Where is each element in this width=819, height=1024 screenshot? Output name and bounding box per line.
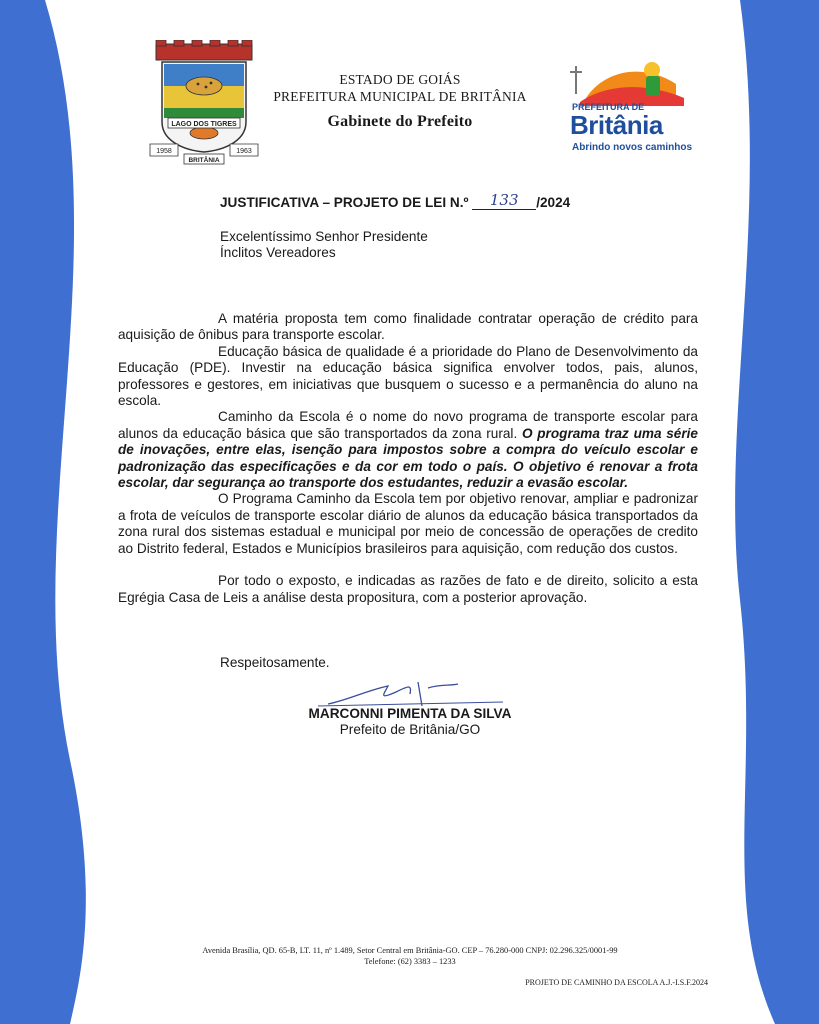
footer-reference: PROJETO DE CAMINHO DA ESCOLA A.J.-I.S.F.2024 xyxy=(525,978,708,987)
salutation-line-2: Ínclitos Vereadores xyxy=(220,245,336,261)
paragraph-3-plain: Caminho da Escola é o nome do novo programa de transporte escolar para alunos da educação básica que são transportados da zona rural. xyxy=(118,409,698,441)
title-number-blank xyxy=(472,191,536,210)
signatory-role: Prefeito de Britânia/GO xyxy=(339,722,481,737)
paragraph-5: Por todo o exposto, e indicadas as razões de fato e de direito, solicito a esta Egrégia Casa de Leis a análise desta propositura, com a posterior aprovação. xyxy=(118,573,698,605)
paragraph-4: O Programa Caminho da Escola tem por objetivo renovar, ampliar e padronizar a frota de veículos de transporte escolar diário de alunos da educação básica transportados da zona rural dos sistemas estadual e municipal por meio de concessão de operações de credito ao Distrito federal, Estados e Municípios brasileiros para aquisição, com redução dos custos. xyxy=(118,491,698,556)
municipal-crest xyxy=(148,40,260,166)
logo-small-text: PREFEITURA DE xyxy=(572,102,645,112)
header-prefecture: PREFEITURA MUNICIPAL DE BRITÂNIA xyxy=(273,89,527,104)
paragraph-3 xyxy=(118,409,698,491)
paragraph-3-emphasis: O programa traz uma série de inovações, entre elas, isenção para impostos sobre a compra do veículo escolar e padronização das especificações e da cor em todo o país. O objetivo é renovar a frota escolar, dar segurança ao transporte dos estudantes, reduzir a evasão escolar. xyxy=(118,425,698,491)
document-body xyxy=(118,311,698,606)
closing: Respeitosamente. xyxy=(220,655,330,670)
title-suffix: /2024 xyxy=(536,195,571,210)
crest-year-right: 1963 xyxy=(236,148,252,155)
frame-left-wave xyxy=(0,0,86,1024)
footer-address: Avenida Brasília, QD. 65-B, LT. 11, nº 1.489, Setor Central em Britânia-GO. CEP – 76.280-000 CNPJ: 02.296.325/0001-99 xyxy=(202,946,618,955)
title-number: 133 xyxy=(489,191,519,209)
title-prefix: JUSTIFICATIVA – PROJETO DE LEI N.º xyxy=(220,195,469,210)
crest-year-left: 1958 xyxy=(156,148,172,155)
prefecture-logo xyxy=(566,58,693,162)
logo-big-text: Britânia xyxy=(570,110,663,140)
crest-city-label: BRITÂNIA xyxy=(188,157,220,164)
paragraph-2: Educação básica de qualidade é a prioridade do Plano de Desenvolvimento da Educação (PDE). Investir na educação básica significa envolver todos, pais, alunos, professores e gestores, em iniciativas que busquem o sucesso e a permanência do aluno na escola. xyxy=(118,343,698,409)
logo-slogan: Abrindo novos caminhos xyxy=(572,142,693,153)
document-title xyxy=(220,191,620,210)
salutation xyxy=(220,229,620,262)
paragraph-1: A matéria proposta tem como finalidade contratar operação de crédito para aquisição de ônibus para transporte escolar. xyxy=(118,311,698,343)
salutation-line-1: Excelentíssimo Senhor Presidente xyxy=(220,229,428,244)
crest-banner: LAGO DOS TIGRES xyxy=(171,121,237,128)
footer-phone: Telefone: (62) 3383 – 1233 xyxy=(364,957,456,966)
frame-right-wave xyxy=(735,0,819,1024)
header-state: ESTADO DE GOIÁS xyxy=(339,72,461,87)
header-office: Gabinete do Prefeito xyxy=(327,113,473,130)
signatory-name: MARCONNI PIMENTA DA SILVA xyxy=(308,706,512,721)
